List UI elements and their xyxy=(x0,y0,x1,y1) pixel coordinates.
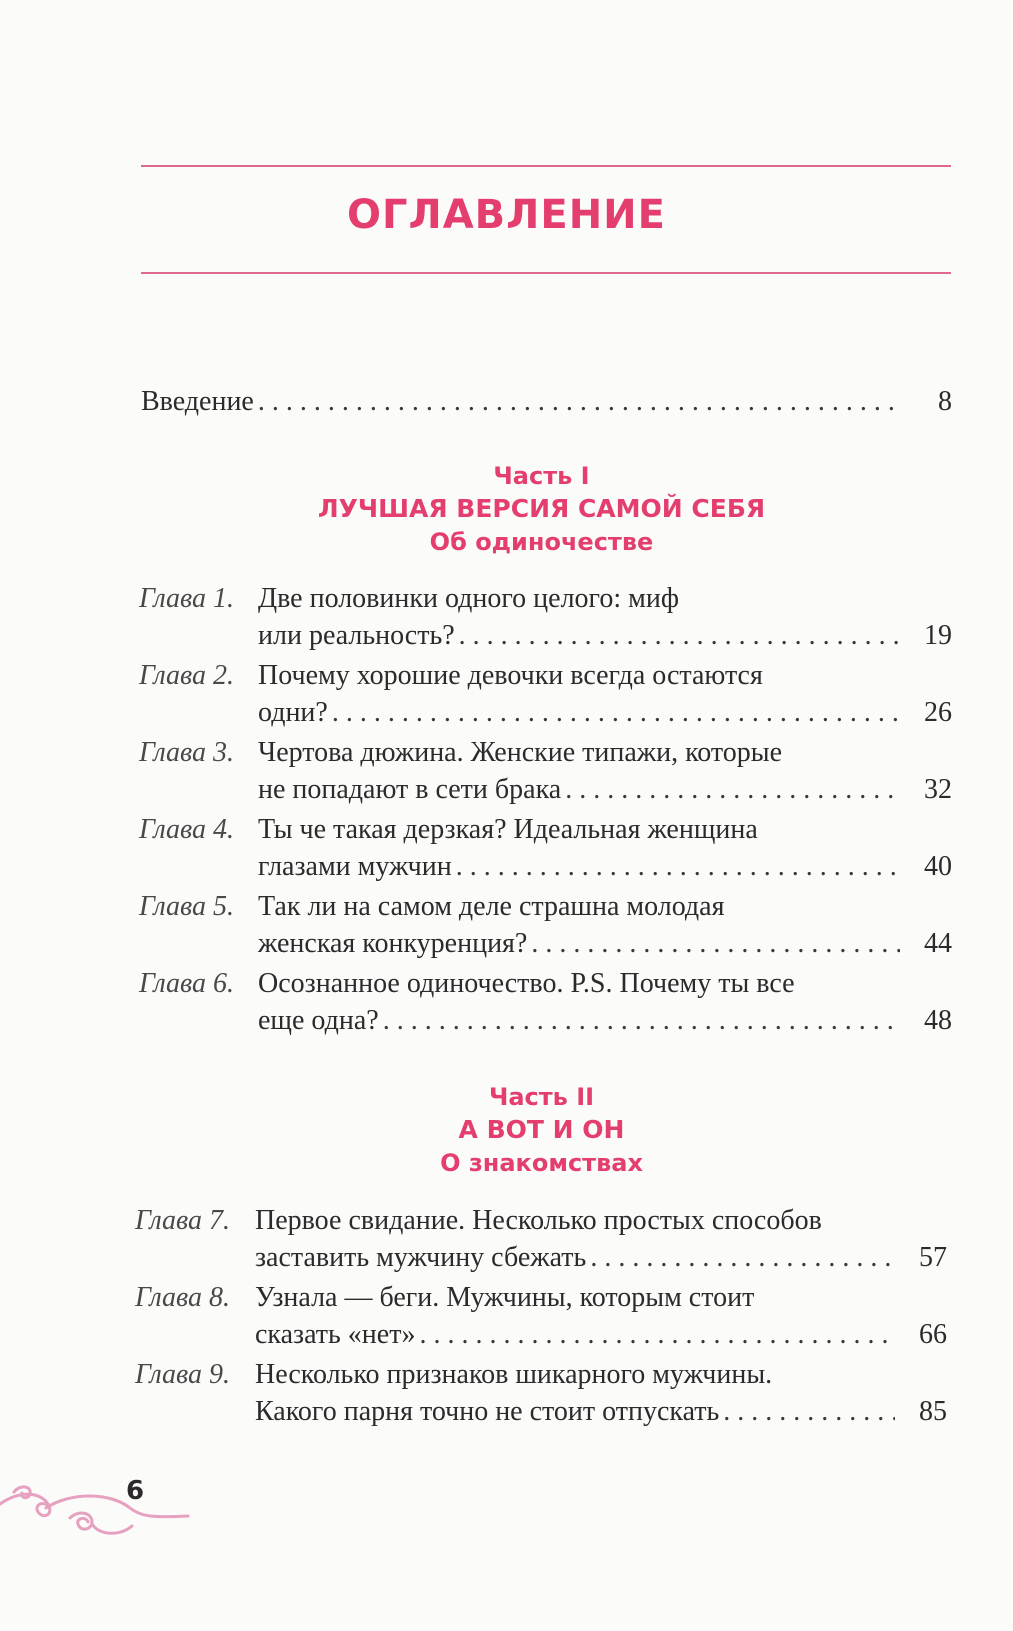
chapter-title-line: Ты че такая дерзкая? Идеальная женщина xyxy=(258,814,758,845)
dot-leader xyxy=(586,1239,895,1276)
chapter-title-line: глазами мужчин xyxy=(258,851,452,882)
dot-leader xyxy=(527,925,900,962)
chapter-label: Глава 5. xyxy=(139,891,234,922)
chapter-title-line: не попадают в сети брака xyxy=(258,774,562,805)
chapter-title-line: одни? xyxy=(258,697,328,728)
toc-page-number: 19 xyxy=(924,620,952,651)
toc-page-number: 85 xyxy=(919,1396,947,1427)
chapter-label: Глава 2. xyxy=(139,660,234,691)
chapter-label: Глава 9. xyxy=(135,1359,230,1390)
part-number: Часть I xyxy=(493,462,590,490)
toc-page-number: 40 xyxy=(924,851,952,882)
chapter-title-last-line xyxy=(255,1393,947,1430)
chapter-title-line: заставить мужчину сбежать xyxy=(255,1242,587,1273)
chapter-title-line: Так ли на самом деле страшна молодая xyxy=(258,891,725,922)
toc-page-number: 48 xyxy=(924,1005,952,1036)
chapter-title-line: Почему хорошие девочки всегда остаются xyxy=(258,660,763,691)
toc-page-number: 32 xyxy=(924,774,952,805)
chapter-title-last-line xyxy=(255,1316,947,1353)
toc-page-number: 26 xyxy=(924,697,952,728)
part-title: ЛУЧШАЯ ВЕРСИЯ САМОЙ СЕБЯ xyxy=(317,494,766,523)
dot-leader xyxy=(452,848,900,885)
chapter-title-line: Чертова дюжина. Женские типажи, которые xyxy=(258,737,783,768)
chapter-title-line: Какого парня точно не стоит отпускать xyxy=(255,1396,720,1427)
chapter-title-line: сказать «нет» xyxy=(255,1319,416,1350)
chapter-title-line: Первое свидание. Несколько простых способов xyxy=(255,1205,822,1236)
title-rule-top xyxy=(141,165,951,167)
dot-leader xyxy=(455,617,900,654)
chapter-title-last-line xyxy=(258,848,952,885)
toc-entry-intro xyxy=(141,383,952,420)
chapter-title-line: женская конкуренция? xyxy=(258,928,528,959)
chapter-title-line: Несколько признаков шикарного мужчины. xyxy=(255,1359,773,1390)
part-number: Часть II xyxy=(488,1083,595,1111)
chapter-title-last-line xyxy=(258,771,952,808)
toc-page-number: 57 xyxy=(919,1242,947,1273)
title-rule-bottom xyxy=(141,272,951,274)
toc-page-number: 44 xyxy=(924,928,952,959)
chapter-label: Глава 7. xyxy=(135,1205,230,1236)
chapter-title-last-line xyxy=(258,617,952,654)
part-heading xyxy=(0,1081,1013,1179)
chapter-label: Глава 8. xyxy=(135,1282,230,1313)
page-number: 6 xyxy=(126,1476,145,1506)
page-title: ОГЛАВЛЕНИЕ xyxy=(347,192,666,238)
dot-leader xyxy=(254,383,900,420)
dot-leader xyxy=(719,1393,895,1430)
chapter-label: Глава 3. xyxy=(139,737,234,768)
toc-page-number: 66 xyxy=(919,1319,947,1350)
chapter-title-line: или реальность? xyxy=(258,620,455,651)
chapter-title-last-line xyxy=(258,1002,952,1039)
part-heading xyxy=(0,460,1013,558)
part-title: А ВОТ И ОН xyxy=(458,1115,625,1144)
dot-leader xyxy=(561,771,900,808)
dot-leader xyxy=(328,694,900,731)
chapter-title-last-line xyxy=(258,694,952,731)
toc-page-number: 8 xyxy=(938,386,952,417)
chapter-label: Глава 1. xyxy=(139,583,234,614)
part-subtitle: Об одиночестве xyxy=(429,528,654,556)
chapter-title-line: Осознанное одиночество. P.S. Почему ты все xyxy=(258,968,795,999)
part-subtitle: О знакомствах xyxy=(440,1149,643,1177)
dot-leader xyxy=(415,1316,895,1353)
toc-entry-label: Введение xyxy=(141,386,254,417)
chapter-title-line: еще одна? xyxy=(258,1005,379,1036)
chapter-title-line: Узнала — беги. Мужчины, которым стоит xyxy=(255,1282,755,1313)
chapter-label: Глава 4. xyxy=(139,814,234,845)
chapter-title-last-line xyxy=(258,925,952,962)
chapter-label: Глава 6. xyxy=(139,968,234,999)
chapter-title-line: Две половинки одного целого: миф xyxy=(258,583,679,614)
flourish-ornament-icon xyxy=(0,1462,200,1542)
chapter-title-last-line xyxy=(255,1239,947,1276)
dot-leader xyxy=(379,1002,900,1039)
